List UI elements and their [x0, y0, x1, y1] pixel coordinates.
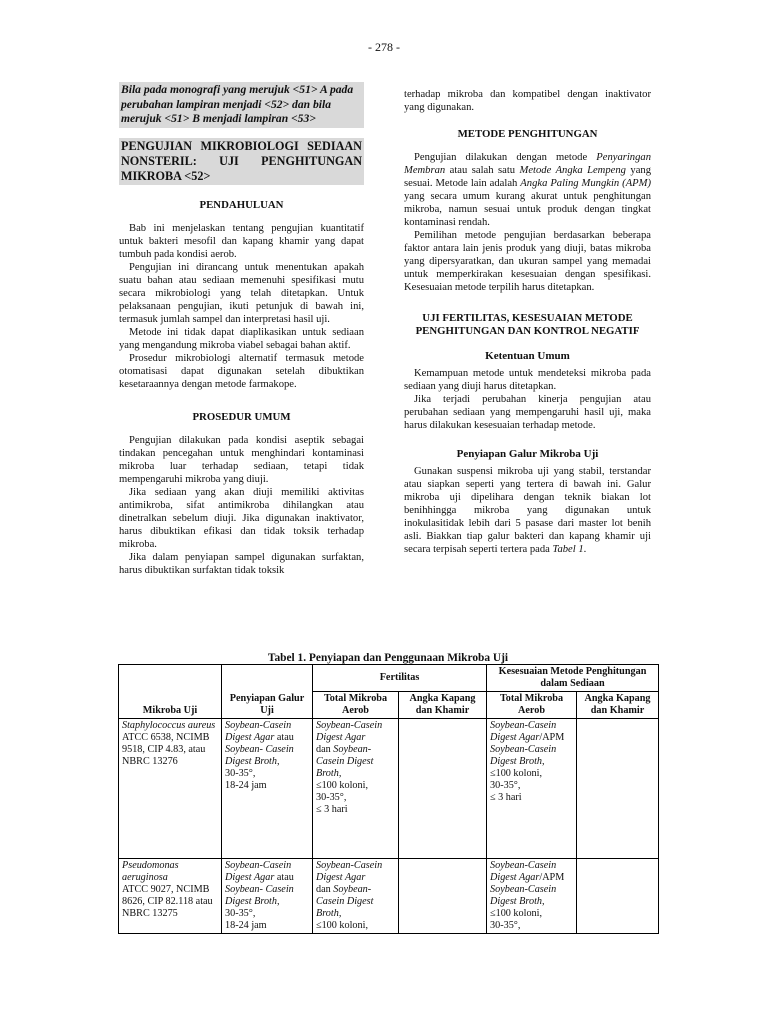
section-heading-prosedur-umum: PROSEDUR UMUM — [192, 410, 291, 423]
right-column — [404, 88, 651, 556]
paragraph: Pengujian dilakukan pada kondisi aseptik sebagai tindakan pencegahan untuk menghindari kontaminasi mikroba luar terhadap sediaan, tetapi tidak mempengaruhi mikroba yang diuji. — [119, 434, 364, 485]
header-penyiapan-galur: Penyiapan Galur Uji — [222, 665, 313, 719]
cell-mikroba: Pseudomonas aeruginosa ATCC 9027, NCIMB 8626, CIP 82.118 atau NBRC 13275 — [119, 859, 222, 934]
cell-kapang-fertilitas — [399, 859, 487, 934]
header-fertilitas: Fertilitas — [313, 665, 487, 692]
cell-kapang-fertilitas — [399, 719, 487, 859]
paragraph: Jika terjadi perubahan kinerja pengujian atau perubahan sediaan yang mempengaruhi hasil uji, maka harus dilakukan kesesuaian terhadap metode. — [404, 394, 651, 431]
paragraph: Jika sediaan yang akan diuji memiliki aktivitas antimikroba, sifat antimikroba dihilangkan atau dinetralkan sebelum diuji. Jika digunakan inaktivator, harus dibuktikan efikasi dan tidak toksik terhadap mikroba. — [119, 486, 364, 550]
paragraph: Pengujian ini dirancang untuk menentukan apakah suatu bahan atau sediaan memenuhi spesifikasi mutu secara mikrobiologi yang telah ditetapkan. Untuk pelaksanaan pengujian, ikuti petunjuk di bawah ini, termasuk jumlah sampel dan interpretasi hasil uji. — [119, 261, 364, 325]
header-angka-kapang-khamir: Angka Kapang dan Khamir — [577, 692, 659, 719]
cell-total-aerob-fertilitas: Soybean-Casein Digest Agar dan Soybean-Casein Digest Broth, ≤100 koloni, 30-35°, ≤ 3 hari — [313, 719, 399, 859]
paragraph: Pemilihan metode pengujian berdasarkan beberapa faktor antara lain jenis produk yang diuji, batas mikroba yang dipersyaratkan, dan ukuran sampel yang memadai untuk memperkirakan kesesuaian dengan spesifikasi. Kesesuaian metode terpilih harus ditetapkan. — [404, 230, 651, 293]
table-row — [119, 719, 659, 859]
paragraph: Prosedur mikrobiologi alternatif termasuk metode otomatisasi dapat digunakan setelah dibuktikan kesetaraannya dengan metode farmakope. — [119, 352, 364, 390]
left-column — [119, 82, 364, 577]
subheading-penyiapan-galur: Penyiapan Galur Mikroba Uji — [456, 448, 599, 460]
paragraph: Metode ini tidak dapat diaplikasikan untuk sediaan yang mengandung mikroba viabel sebagai bahan aktif. — [119, 326, 364, 351]
paragraph: Kemampuan metode untuk mendeteksi mikroba pada sediaan yang diuji harus ditetapkan. — [404, 368, 651, 392]
cell-total-aerob-kesesuaian: Soybean-Casein Digest Agar/APM Soybean-Casein Digest Broth, ≤100 koloni, 30-35°, ≤ 3 hari — [487, 719, 577, 859]
table-header-row — [119, 665, 659, 692]
cell-mikroba: Staphylococcus aureus ATCC 6538, NCIMB 9518, CIP 4.83, atau NBRC 13276 — [119, 719, 222, 859]
header-total-mikroba-aerob: Total Mikroba Aerob — [487, 692, 577, 719]
chapter-title: PENGUJIAN MIKROBIOLOGI SEDIAAN NONSTERIL: UJI PENGHITUNGAN MIKROBA <52> — [121, 138, 362, 183]
header-total-mikroba-aerob: Total Mikroba Aerob — [313, 692, 399, 719]
table-row — [119, 859, 659, 934]
subheading-ketentuan-umum: Ketentuan Umum — [485, 350, 570, 362]
cell-kapang-kesesuaian — [577, 719, 659, 859]
cell-penyiapan: Soybean-Casein Digest Agar atau Soybean- Casein Digest Broth, 30-35°, 18-24 jam — [222, 719, 313, 859]
paragraph-penyiapan: Gunakan suspensi mikroba uji yang stabil, terstandar atau siapkan seperti yang tertera di bawah ini. Galur mikroba uji dipelihara dengan teknik biakan lot benihhingga mikroba yang digunakan untuk inokulasitidak lebih dari 5 pasase dari master lot benih asli. Biakkan tiap galur bakteri dan kapang khamir uji secara terpisah seperti tertera pada Tabel 1. — [404, 466, 651, 555]
header-kesesuaian-metode: Kesesuaian Metode Penghitungan dalam Sediaan — [487, 665, 659, 692]
paragraph-continuation: terhadap mikroba dan kompatibel dengan inaktivator yang digunakan. — [404, 89, 651, 113]
section-heading-pendahuluan: PENDAHULUAN — [199, 198, 284, 211]
header-mikroba-uji: Mikroba Uji — [119, 665, 222, 719]
section-heading-uji-fertilitas: UJI FERTILITAS, KESESUAIAN METODE PENGHITUNGAN DAN KONTROL NEGATIF — [415, 312, 640, 337]
page-number: - 278 - — [368, 40, 400, 54]
paragraph: Bab ini menjelaskan tentang pengujian kuantitatif untuk bakteri mesofil dan kapang khamir yang dapat tumbuh pada kondisi aerob. — [119, 222, 364, 260]
cell-total-aerob-kesesuaian: Soybean-Casein Digest Agar/APM Soybean-Casein Digest Broth, ≤100 koloni, 30-35°, — [487, 859, 577, 934]
cell-kapang-kesesuaian — [577, 859, 659, 934]
section-heading-metode-penghitungan: METODE PENGHITUNGAN — [457, 128, 598, 140]
microbe-table — [118, 664, 659, 934]
table-title: Tabel 1. Penyiapan dan Penggunaan Mikroba Uji — [267, 652, 509, 664]
paragraph: Jika dalam penyiapan sampel digunakan surfaktan, harus dibuktikan surfaktan tidak toksik — [119, 551, 364, 576]
cell-total-aerob-fertilitas: Soybean-Casein Digest Agar dan Soybean-Casein Digest Broth, ≤100 koloni, — [313, 859, 399, 934]
paragraph-metode: Pengujian dilakukan dengan metode Penyaringan Membran atau salah satu Metode Angka Lempeng yang sesuai. Metode lain adalah Angka Paling Mungkin (APM) yang secara umum kurang akurat untuk penghitungan mikroba, namun sesuai untuk produk dengan tingkat kontaminasi rendah. — [404, 152, 651, 228]
monograph-note: Bila pada monografi yang merujuk <51> A pada perubahan lampiran menjadi <52> dan bila merujuk <51> B menjadi lampiran <53> — [119, 82, 364, 128]
header-angka-kapang-khamir: Angka Kapang dan Khamir — [399, 692, 487, 719]
cell-penyiapan: Soybean-Casein Digest Agar atau Soybean- Casein Digest Broth, 30-35°, 18-24 jam — [222, 859, 313, 934]
